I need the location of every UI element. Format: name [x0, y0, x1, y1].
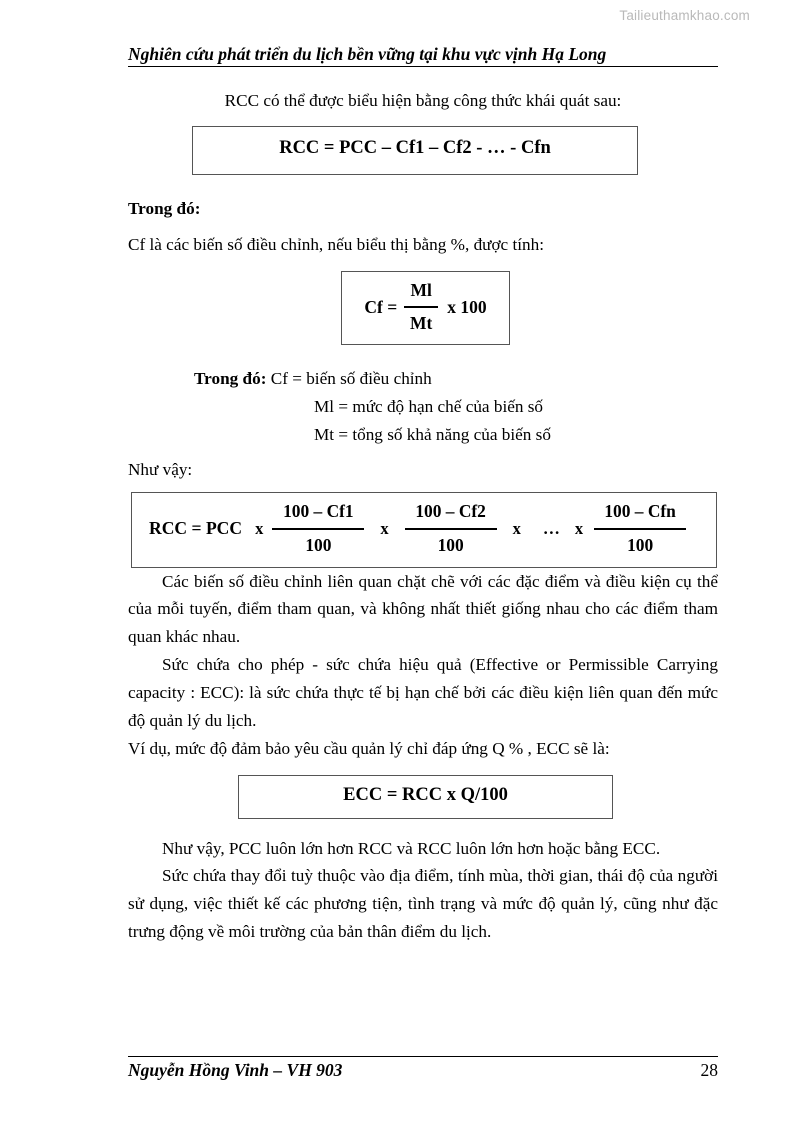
- fraction-numerator: 100 – Cf1: [283, 501, 354, 522]
- formula-ecc-text: ECC = RCC x Q/100: [343, 784, 508, 805]
- paragraph-suc-chua: Sức chứa thay đổi tuỳ thuộc vào địa điểm, tính mùa, thời gian, thái độ của người sử dụng, việc thiết kế các phương tiện, tình trạng và mức độ quản lý, cũng như đặc trưng động về môi trường của bản thân điểm du lịch.: [128, 866, 718, 942]
- fraction-numerator: 100 – Cf2: [415, 501, 486, 522]
- header-title: Nghiên cứu phát triển du lịch bền vững tại khu vực vịnh Hạ Long: [128, 44, 607, 64]
- fraction-denominator: Mt: [410, 313, 433, 334]
- document-body: [128, 88, 718, 946]
- definition-line-ml: Ml = mức độ hạn chế của biến số: [314, 396, 544, 416]
- formula-big-lhs: RCC = PCC: [149, 518, 243, 539]
- fraction-ml-over-mt: [404, 279, 438, 334]
- header-divider: [128, 66, 718, 67]
- footer-divider: [128, 1056, 718, 1057]
- formula-cf-expression: [342, 279, 509, 334]
- fraction-denominator: 100: [627, 535, 654, 556]
- formula-big-operator-3: x: [512, 518, 521, 538]
- nhu-vay-label: Như vậy:: [128, 460, 193, 480]
- paragraph-nhu-vay: Như vậy, PCC luôn lớn hơn RCC và RCC luôn lớn hơn hoặc bằng ECC.: [162, 838, 661, 858]
- watermark-text: Tailieuthamkhao.com: [619, 8, 750, 23]
- formula-big-operator-4: x: [574, 518, 584, 538]
- footer-page-number: 28: [700, 1060, 718, 1080]
- fraction-denominator: 100: [305, 535, 332, 556]
- formula-big-ellipsis: …: [542, 518, 560, 538]
- cf-description-text: Cf là các biến số điều chỉnh, nếu biểu thị bằng %, được tính:: [128, 234, 544, 254]
- formula-big-operator-1: x: [255, 518, 264, 538]
- fraction-numerator: 100 – Cfn: [604, 501, 676, 522]
- page-header: [128, 44, 718, 67]
- lead-rcc-text: RCC có thể được biểu hiện bằng công thức khái quát sau:: [224, 91, 622, 110]
- formula-rcc-text: RCC = PCC – Cf1 – Cf2 - … - Cfn: [279, 137, 551, 158]
- definition-line-cf: [128, 365, 718, 393]
- formula-box-rcc-expanded: [131, 492, 717, 567]
- fraction-cf2: [405, 503, 497, 554]
- definition-line-mt: Mt = tổng số khả năng của biến số: [314, 424, 551, 444]
- formula-box-cf: [341, 271, 510, 345]
- formula-cf-lhs: Cf =: [364, 296, 398, 317]
- definitions-block: [128, 365, 718, 449]
- paragraph-vi-du: Ví dụ, mức độ đảm bảo yêu cầu quản lý chỉ đáp ứng Q % , ECC sẽ là:: [128, 738, 610, 758]
- fraction-cfn: [594, 503, 686, 554]
- formula-big-operator-2: x: [380, 518, 389, 538]
- paragraph-ecc-definition: Sức chứa cho phép - sức chứa hiệu quả (Effective or Permissible Carrying capacity : ECC): là sức chứa thực tế bị hạn chế bởi các điều kiện liên quan đến mức độ quản lý du lịch.: [128, 655, 718, 730]
- page-footer: [128, 1056, 718, 1081]
- label-trong-do-first: Trong đó:: [128, 198, 201, 218]
- fraction-numerator: Ml: [410, 279, 432, 300]
- fraction-cf1: [272, 503, 364, 554]
- formula-box-ecc: [238, 775, 613, 819]
- formula-box-rcc: [192, 126, 638, 175]
- definition-cf-text: Cf = biến số điều chỉnh: [270, 368, 432, 388]
- formula-big-expression: [132, 503, 716, 554]
- footer-author: Nguyễn Hồng Vinh – VH 903: [128, 1060, 343, 1080]
- formula-cf-rhs: x 100: [447, 296, 487, 317]
- label-trong-do-second: Trong đó:: [194, 368, 267, 388]
- fraction-denominator: 100: [437, 535, 464, 556]
- paragraph-bien-so: Các biến số điều chỉnh liên quan chặt chẽ với các đặc điểm và điều kiện cụ thể của mỗi tuyến, điểm tham quan, và không nhất thiết giống nhau cho các điểm tham quan khác nhau.: [128, 571, 718, 647]
